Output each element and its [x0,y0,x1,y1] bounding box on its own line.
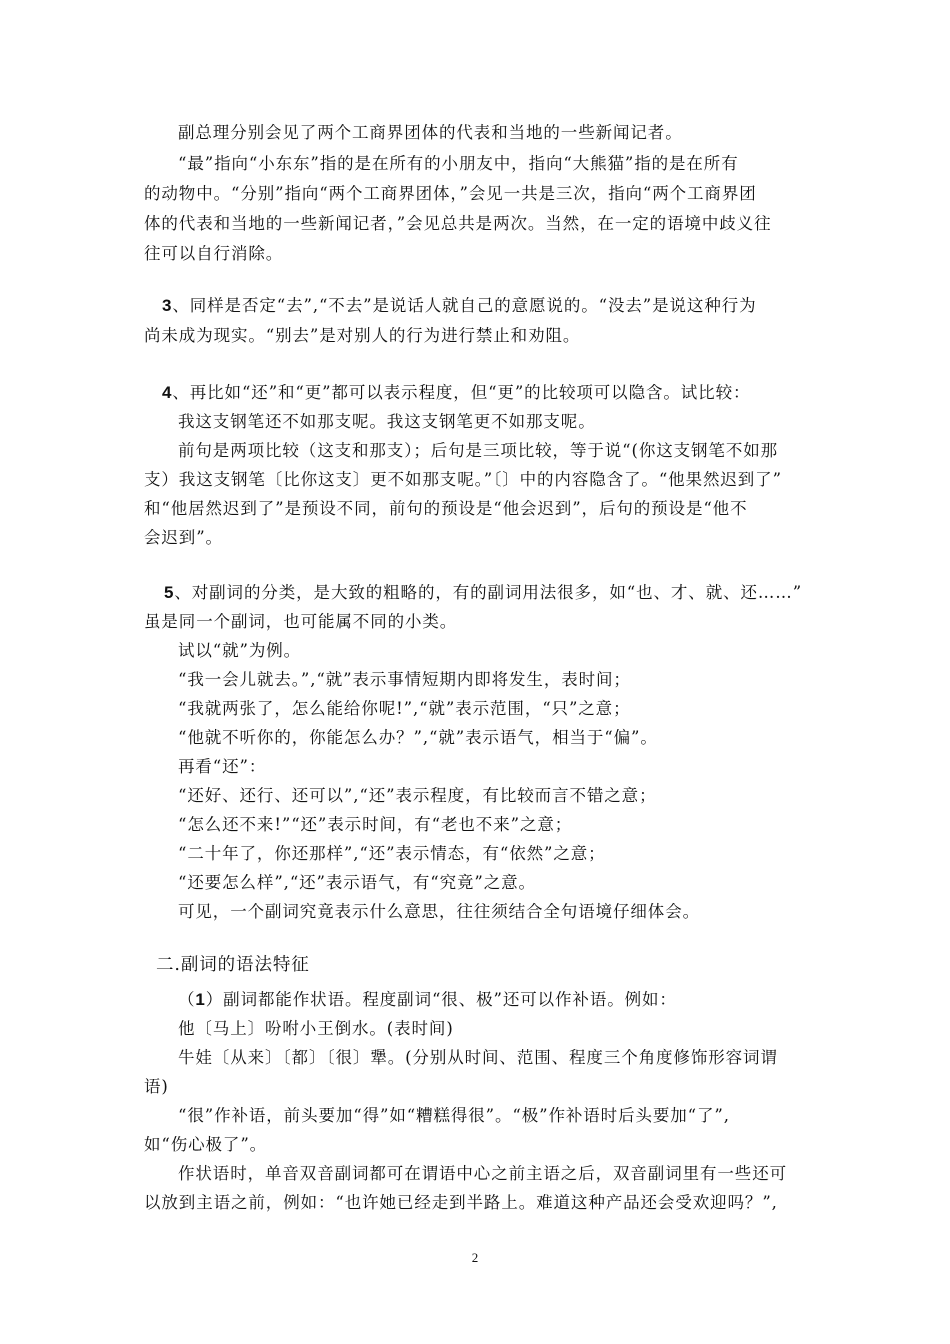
item-4-line-2: 我这支钢笔还不如那支呢。我这支钢笔更不如那支呢。 [178,412,596,431]
section-2-line-5: “很”作补语，前头要加“得”如“糟糕得很”。“极”作补语时后头要加“了”, [178,1106,730,1125]
item-5-line-2: 虽是同一个副词，也可能属不同的小类。 [144,612,458,631]
section-2-text-1: ）副词都能作状语。程度副词“很、极”还可以作补语。例如： [205,990,677,1009]
item-3-text-1: 、同样是否定“去”,“不去”是说话人就自己的意愿说的。“没去”是说这种行为 [172,296,757,315]
item-4-text-1: 、再比如“还”和“更”都可以表示程度，但“更”的比较项可以隐含。试比较： [172,383,751,402]
section-2-line-8: 以放到主语之前，例如：“也许她已经走到半路上。难道这种产品还会受欢迎吗？”, [144,1193,778,1212]
item-3-number: 3 [162,296,173,315]
item-5-line-8: “还好、还行、还可以”,“还”表示程度，有比较而言不错之意； [178,786,657,805]
item-5-line-6: “他就不听你的，你能怎么办？”,“就”表示语气，相当于“偏”。 [178,728,658,747]
item-4-number: 4 [162,383,173,402]
item-5-number: 5 [164,583,175,602]
section-2-line-7: 作状语时，单音双音副词都可在谓语中心之前主语之后，双音副词里有一些还可 [178,1164,787,1183]
section-2-line-4: 语) [144,1077,169,1096]
section-heading: 二.副词的语法特征 [156,955,310,975]
intro-line-2: “最”指向“小东东”指的是在所有的小朋友中，指向“大熊猫”指的是在所有 [178,154,739,173]
item-5-line-4: “我一会儿就去。”,“就”表示事情短期内即将发生，表时间； [178,670,631,689]
item-5-line-12: 可见，一个副词究竟表示什么意思，往往须结合全句语境仔细体会。 [178,902,700,921]
item-3-line-2: 尚未成为现实。“别去”是对别人的行为进行禁止和劝阻。 [144,326,581,345]
item-5-line-1 [164,583,802,603]
section-2-line-6: 如“伤心极了”。 [144,1135,268,1154]
intro-line-1: 副总理分别会见了两个工商界团体的代表和当地的一些新闻记者。 [178,123,683,142]
item-4-line-3: 前句是两项比较（这支和那支）；后句是三项比较，等于说“(你这支钢笔不如那 [178,441,779,460]
item-5-line-5: “我就两张了，怎么能给你呢!”,“就”表示范围，“只”之意； [178,699,631,718]
item-3-line-1 [162,296,757,316]
item-4-line-6: 会迟到”。 [144,528,223,547]
item-5-line-9: “怎么还不来!”“还”表示时间，有“老也不来”之意； [178,815,573,834]
intro-line-3: 的动物中。“分别”指向“两个工商界团体，”会见一共是三次，指向“两个工商界团 [144,184,757,203]
item-4-line-5: 和“他居然迟到了”是预设不同，前句的预设是“他会迟到”，后句的预设是“他不 [144,499,748,518]
item-5-text-1: 、对副词的分类，是大致的粗略的，有的副词用法很多，如“也、才、就、还……” [174,583,803,602]
section-2-line-1 [178,990,677,1010]
section-2-paren-open: （ [178,990,196,1009]
item-5-line-10: “二十年了，你还那样”,“还”表示情态，有“依然”之意； [178,844,606,863]
item-4-line-4: 支）我这支钢笔〔比你这支〕更不如那支呢。”〔〕中的内容隐含了。“他果然迟到了” [144,470,782,489]
section-2-line-2: 他〔马上〕吩咐小王倒水。(表时间) [178,1019,454,1038]
intro-line-5: 往可以自行消除。 [144,244,284,263]
item-5-line-3: 试以“就”为例。 [178,641,302,660]
section-2-line-3: 牛娃〔从来〕〔都〕〔很〕犟。(分别从时间、范围、程度三个角度修饰形容词谓 [178,1048,778,1067]
item-5-line-7: 再看“还”： [178,757,267,776]
page-number: 2 [471,1250,479,1265]
item-4-line-1 [162,383,750,403]
intro-line-4: 体的代表和当地的一些新闻记者，”会见总共是两次。当然，在一定的语境中歧义往 [144,214,772,233]
item-5-line-11: “还要怎么样”,“还”表示语气，有“究竟”之意。 [178,873,536,892]
section-2-number: 1 [195,990,206,1009]
